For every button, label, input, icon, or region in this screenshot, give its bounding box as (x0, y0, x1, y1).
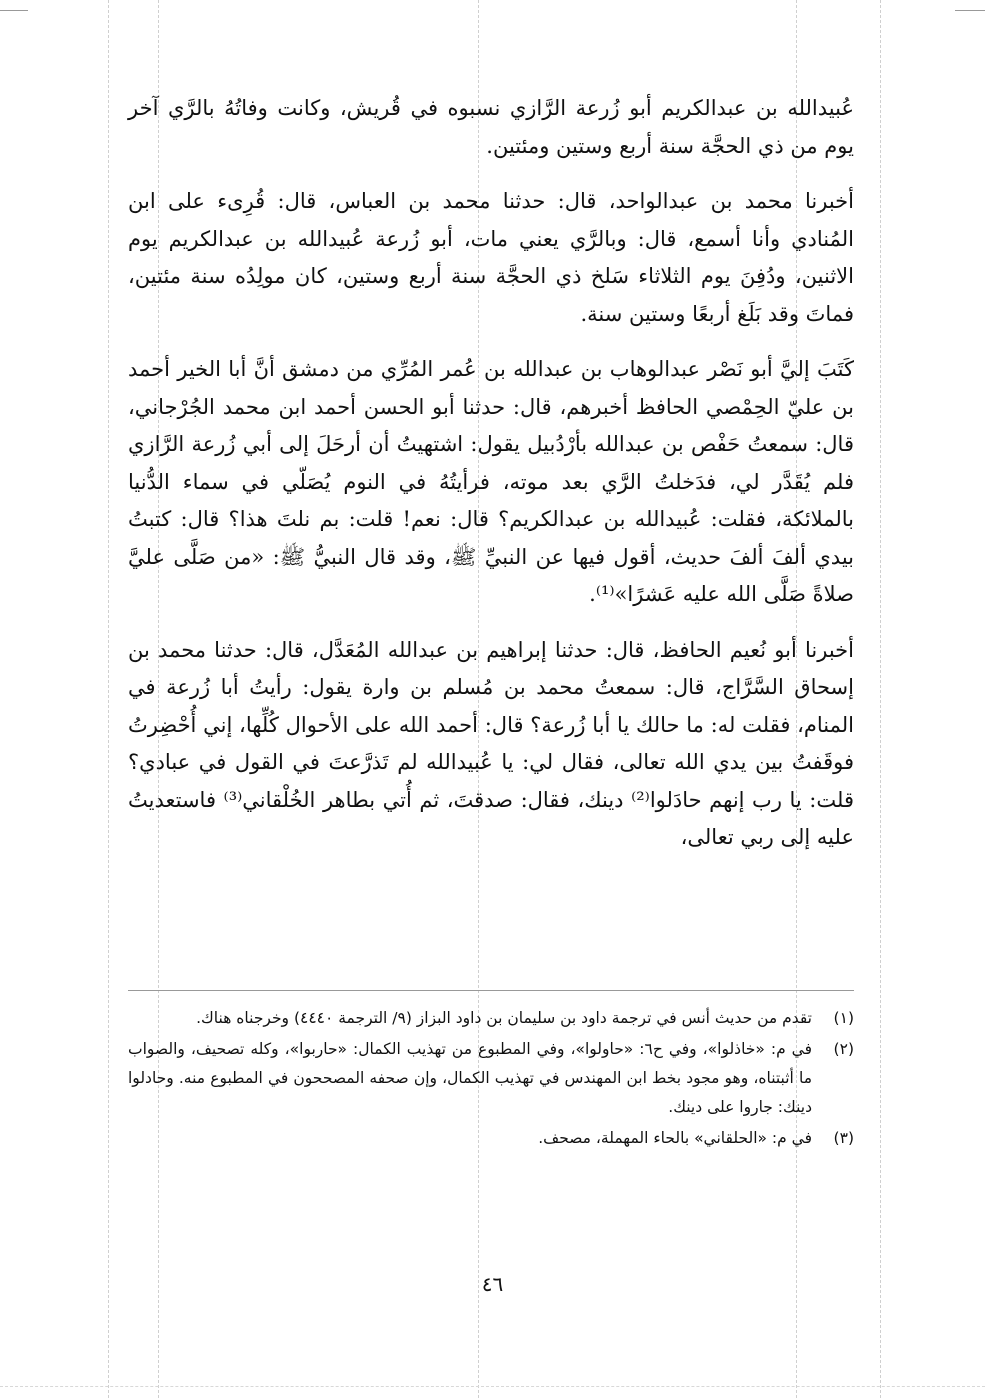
footnote-text: في م: «خاذلوا»، وفي ح٦: «حاولوا»، وفي المطبوع من تهذيب الكمال: «حاربوا»، وكله تصحيف، والصواب ما أثبتناه، وهو مجود بخط ابن المهندس في تهذيب الكمال، وإن صحفه المصححون في المطبوع منه. وحادلوا دينك: جاروا على دينك. (128, 1040, 813, 1116)
footnotes (128, 1004, 854, 1155)
footnote (128, 1004, 854, 1033)
crop-mark (955, 10, 985, 11)
footnote-number: (٣) (833, 1129, 854, 1147)
page-number: ٤٦ (481, 1272, 504, 1296)
paragraph: عُبيدالله بن عبدالكريم أبو زُرعة الرَّازي نسبوه في قُريش، وكانت وفاتُهُ بالرَّي آخر يوم من ذي الحجَّة سنة أربع وستين ومئتين. (128, 96, 854, 158)
guide-line (0, 1386, 985, 1387)
guide-line (108, 0, 109, 1398)
main-text (128, 90, 854, 875)
footnote (128, 1035, 854, 1122)
footnote-divider (128, 990, 854, 991)
paragraph: كَتَبَ إليَّ أبو نَصْر عبدالوهاب بن عبدالله بن عُمر المُرِّي من دمشق أنَّ أبا الخير أحمد بن عليّ الحِمْصي الحافظ أخبرهم، قال: حدثنا أبو الحسن أحمد ابن محمد الجُرْجاني، قال: سمعتُ حَفْص بن عبدالله بأرْدُبيل يقول: اشتهيتُ أن أرحَلَ إلى أبي زُرعة الرَّازي فلم يُقَدَّر لي، فدَخلتُ الرَّي بعد موته، فرأيتُهُ في النوم يُصَلّي في سماء الدُّنيا بالملائكة، فقلت: عُبيدالله بن عبدالكريم؟ قال: نعم! قلت: بم نلتَ هذا؟ قال: كتبتُ بيدي ألفَ ألفَ حديث، أقول فيها عن النبيِّ ﷺ، وقد قال النبيُّ ﷺ: «من صَلَّى عليَّ صلاةً صَلَّى الله عليه عَشرًا»⁽¹⁾. (128, 357, 854, 606)
crop-mark (0, 10, 28, 11)
guide-line (880, 0, 881, 1398)
footnote-number: (١) (833, 1009, 854, 1027)
footnote (128, 1124, 854, 1153)
footnote-number: (٢) (833, 1040, 854, 1058)
paragraph: أخبرنا محمد بن عبدالواحد، قال: حدثنا محمد بن العباس، قال: قُرِىء على ابن المُنادي وأنا أسمع، قال: وبالرَّي يعني مات، أبو زُرعة عُبيدالله بن عبدالكريم يوم الاثنين، ودُفِنَ يوم الثلاثاء سَلخ ذي الحجَّة سنة أربع وستين، كان مولِدُه سنة مئتين، فماتَ وقد بَلَغ أربعًا وستين سنة. (128, 189, 854, 326)
paragraph: أخبرنا أبو نُعيم الحافظ، قال: حدثنا إبراهيم بن عبدالله المُعَدَّل، قال: حدثنا محمد بن إسحاق السَّرَّاج، قال: سمعتُ محمد بن مُسلم بن وارة يقول: رأيتُ أبا زُرعة في المنام، فقلت له: ما حالك يا أبا زُرعة؟ قال: أحمد الله على الأحوال كُلِّها، إني أُحْضِرتُ فوقَفتُ بين يدي الله تعالى، فقال لي: يا عُبيدالله لم تَذرَّعتَ في القول في عبادي؟ قلت: يا رب إنهم حادَلوا⁽²⁾ دينك، فقال: صدقتَ، ثم أُتي بطاهر الخُلْقاني⁽³⁾ فاستعديتُ عليه إلى ربي تعالى، (128, 637, 854, 849)
footnote-text: في م: «الحلقاني» بالحاء المهملة، مصحف. (538, 1129, 812, 1147)
footnote-text: تقدم من حديث أنس في ترجمة داود بن سليمان بن داود البزاز (٩/ الترجمة ٤٤٤٠) وخرجناه هناك. (196, 1009, 812, 1027)
